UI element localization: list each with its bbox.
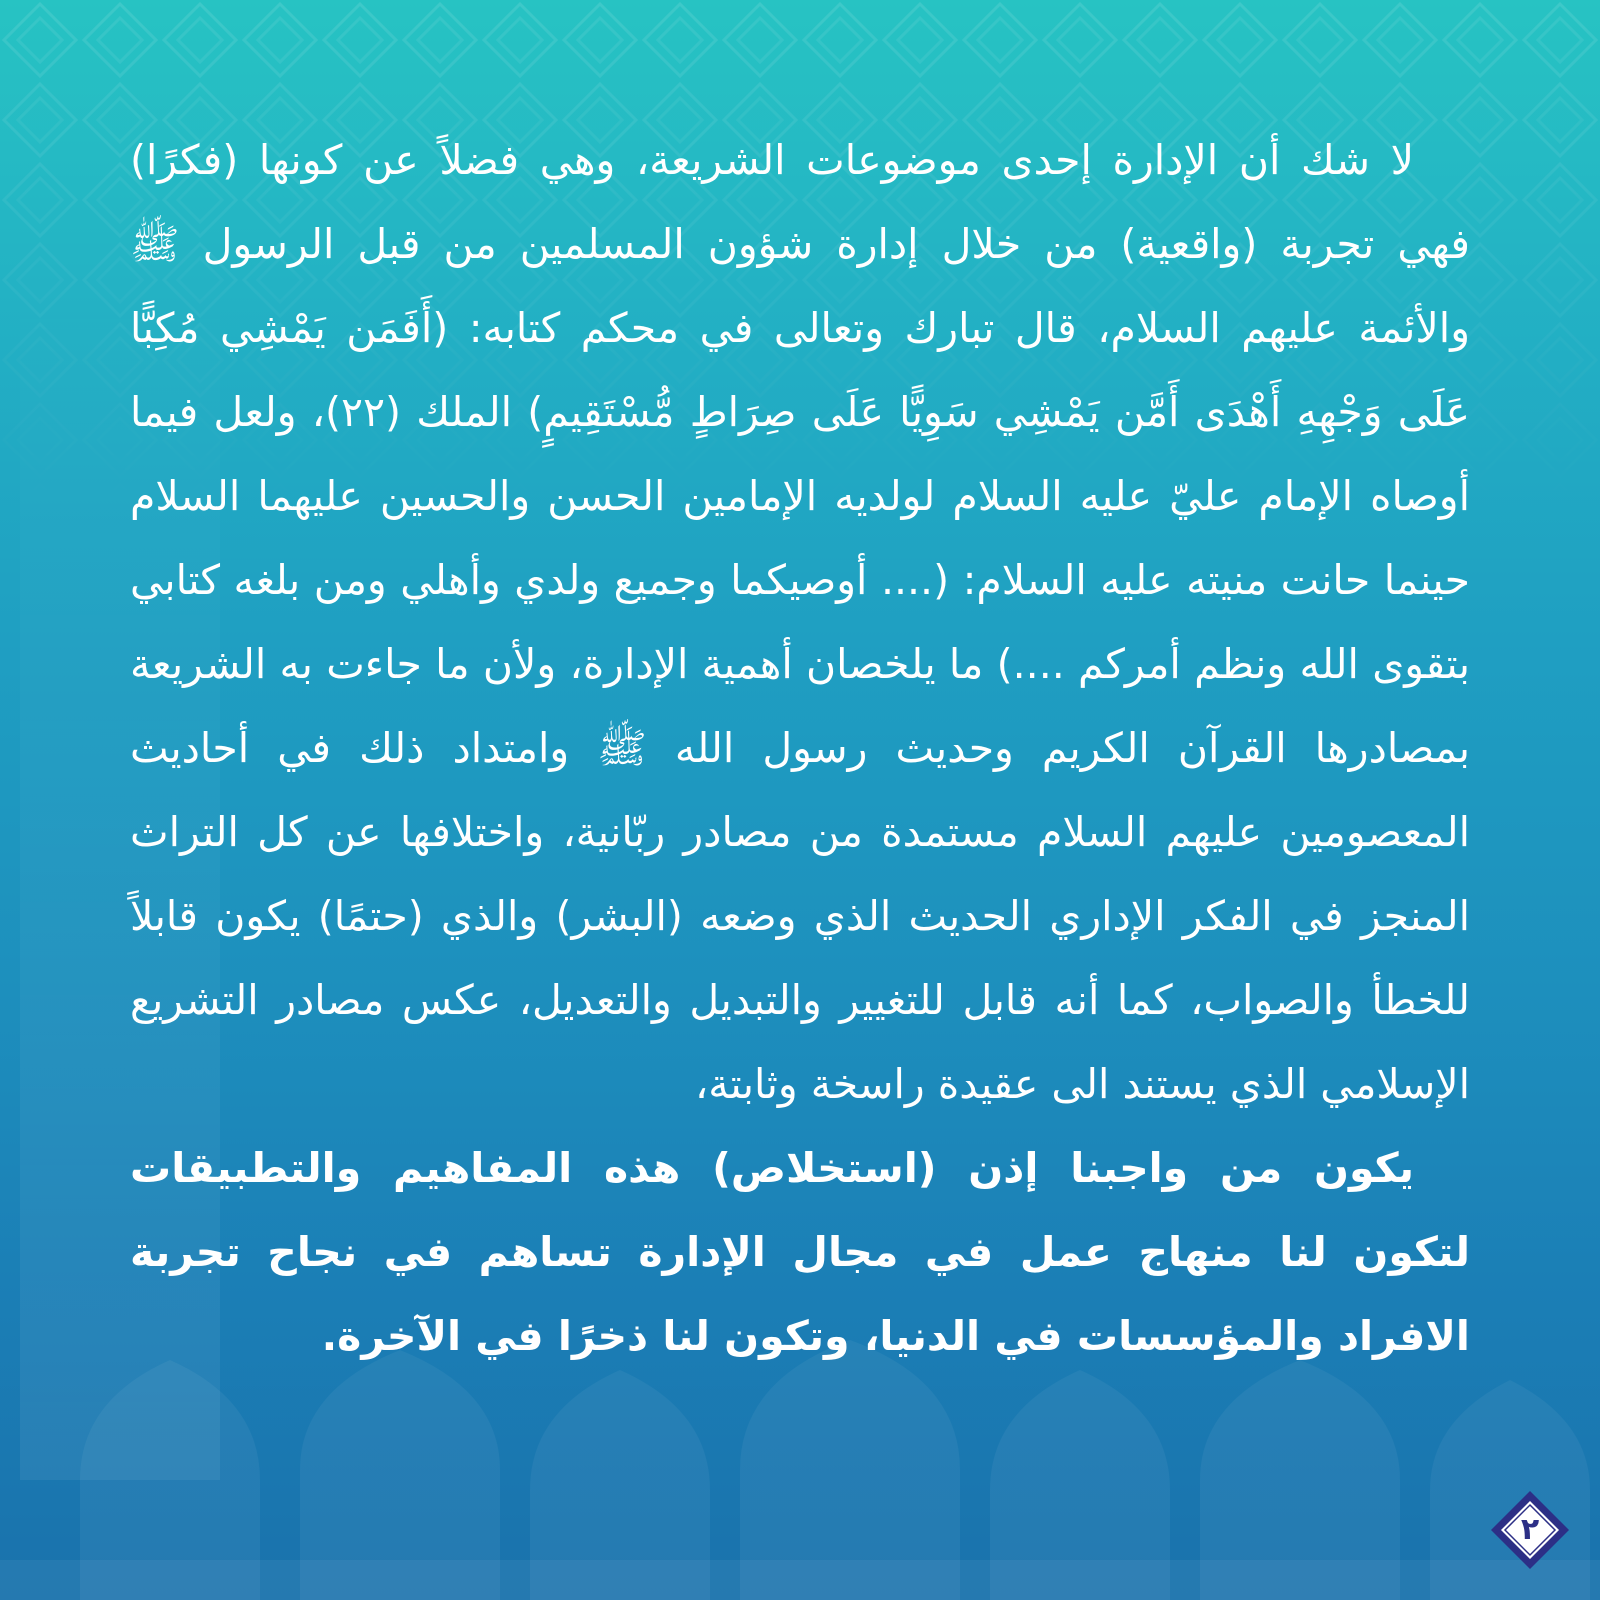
domes-silhouette bbox=[0, 1340, 1600, 1600]
paragraph-1: لا شك أن الإدارة إحدى موضوعات الشريعة، وهي فضلاً عن كونها (فكرًا) فهي تجربة (واقعية) من خلال إدارة شؤون المسلمين من قبل الرسول ﷺ والأئمة عليهم السلام، قال تبارك وتعالى في محكم كتابه: (أَفَمَن يَمْشِي مُكِبًّا عَلَى وَجْهِهِ أَهْدَى أَمَّن يَمْشِي سَوِيًّا عَلَى صِرَاطٍ مُّسْتَقِيمٍ) الملك (٢٢)، ولعل فيما أوصاه الإمام عليّ عليه السلام لولديه الإمامين الحسن والحسين عليهما السلام حينما حانت منيته عليه السلام: (.... أوصيكما وجميع ولدي وأهلي ومن بلغه كتابي بتقوى الله ونظم أمركم ....) ما يلخصان أهمية الإدارة، ولأن ما جاءت به الشريعة بمصادرها القرآن الكريم وحديث رسول الله ﷺ وامتداد ذلك في أحاديث المعصومين عليهم السلام مستمدة من مصادر ربّانية، واختلافها عن كل التراث المنجز في الفكر الإداري الحديث الذي وضعه (البشر) والذي (حتمًا) يكون قابلاً للخطأ والصواب، كما أنه قابل للتغيير والتبديل والتعديل، عكس مصادر التشريع الإسلامي الذي يستند الى عقيدة راسخة وثابتة، bbox=[130, 136, 1470, 1108]
page-number: ٢ bbox=[1520, 1512, 1540, 1547]
body-text bbox=[130, 118, 1470, 1378]
paragraph-2: يكون من واجبنا إذن (استخلاص) هذه المفاهيم والتطبيقات لتكون لنا منهاج عمل في مجال الإدارة تساهم في نجاح تجربة الافراد والمؤسسات في الدنيا، وتكون لنا ذخرًا في الآخرة. bbox=[130, 1144, 1470, 1360]
page-number-badge bbox=[1488, 1488, 1572, 1572]
